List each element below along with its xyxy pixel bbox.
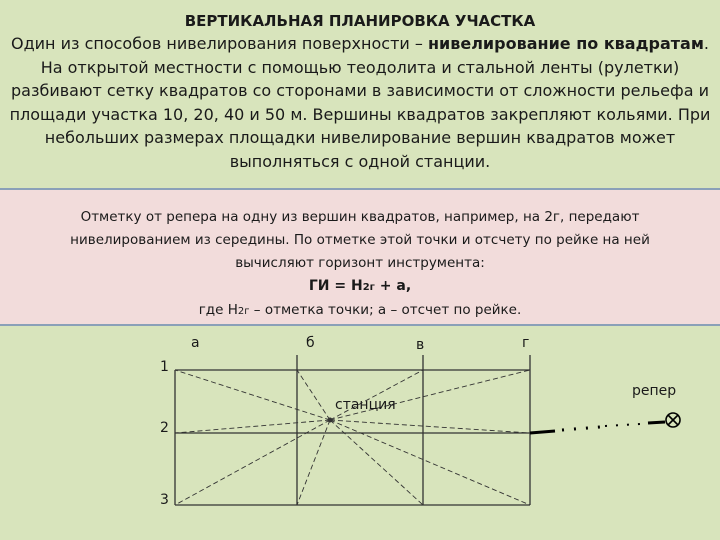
benchmark-icon: [666, 413, 680, 427]
where-a: где Н: [198, 302, 238, 318]
formula-sub: 2г: [362, 282, 375, 293]
benchmark-label: репер: [632, 383, 677, 399]
col-label-g: г: [522, 335, 530, 351]
where-b: – отметка точки; а – отсчет по рейке.: [249, 302, 522, 318]
formula-left: ГИ = Н: [308, 278, 363, 294]
row-label-2: 2: [160, 420, 169, 436]
intro-method: нивелирование по квадратам: [427, 34, 704, 53]
row-label-1: 1: [160, 359, 169, 375]
intro-rest: . На открытой местности с помощью теодолита и стальной ленты (рулетки) разбивают сетку квадратов со сторонами в зависимости от сложности рельефа и площади участка 10, 20, 40 и 50 м. Вершины квадратов закрепляют кольями. При небольших размерах площадки нивелирование вершин квадратов может выполняться с одной станции.: [9, 34, 711, 171]
sight-lines: [175, 370, 530, 505]
row-label-3: 3: [160, 492, 169, 508]
benchmark-link: [530, 422, 665, 433]
where-sub: 2г: [237, 306, 250, 317]
col-label-v: в: [416, 337, 425, 353]
station-point: [328, 418, 333, 423]
intro-lead: Один из способов нивелирования поверхности –: [10, 34, 428, 53]
formula-right: + а,: [374, 278, 412, 294]
station-label: станция: [335, 397, 396, 413]
transfer-text: Отметку от репера на одну из вершин квадратов, например, на 2г, передают нивелированием из середины. По отметке этой точки и отсчету по рейке на ней вычисляют горизонт инструмента:: [70, 209, 650, 271]
col-label-a: а: [191, 335, 200, 351]
col-label-b: б: [306, 335, 315, 351]
page-title: ВЕРТИКАЛЬНАЯ ПЛАНИРОВКА УЧАСТКА: [184, 12, 536, 30]
